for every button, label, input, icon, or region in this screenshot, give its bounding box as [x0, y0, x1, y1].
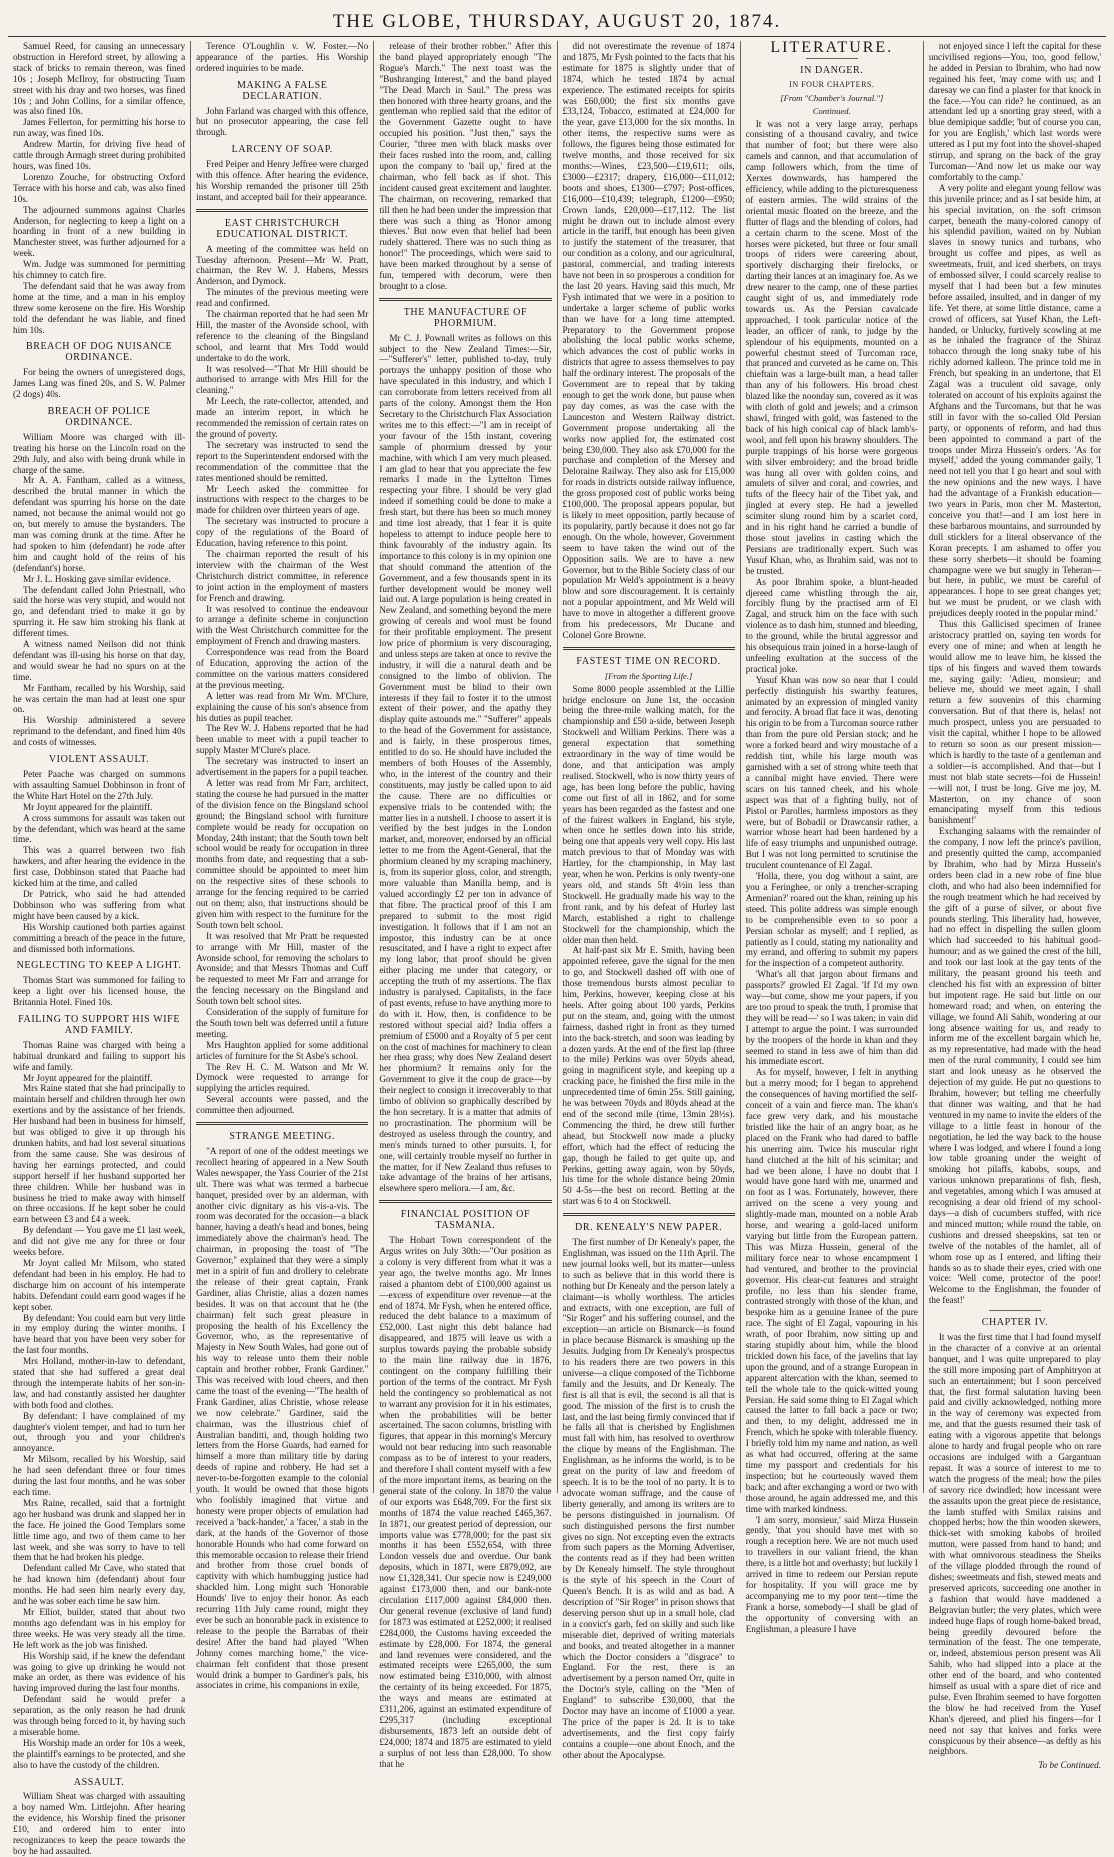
subheading: LARCENY OF SOAP.: [231, 144, 333, 156]
paragraph: This was a quarrel between two fish hawkers, and after hearing the evidence in the first case, Dobbinson stated that Paache had kicked him at the time, and called: [13, 845, 186, 889]
article-source: [From the Sporting Life.]: [604, 670, 693, 681]
paragraph: A witness named Neilson did not think defendant was ill-using his horse on that day, and would swear he had no spurs on at the time.: [13, 639, 186, 682]
paragraph: Mr Fantham, recalled by his Worship, said he was certain the man had at least one spur on.: [13, 682, 186, 715]
section-divider: [196, 1122, 368, 1125]
section-heading-literature: LITERATURE.: [770, 39, 894, 56]
paragraph: For being the owners of unregistered dogs, James Lang was fined 20s, and S. W. Palmer (2 dogs) 40s.: [13, 367, 186, 400]
paragraph: Andrew Martin, for driving five head of cattle through Armagh street during prohibited hours, was fined 10s.: [13, 139, 186, 171]
paragraph: James Fellerton, for permitting his horse to run away, was fined 10s.: [13, 117, 186, 139]
paragraph: Wm. Judge was summoned for permitting his chimney to catch fire.: [13, 259, 186, 281]
paragraph: William Moore was charged with ill-treating his horse on the Lincoln road on the 29th July, and also with being drunk while in charge of the same.: [13, 431, 186, 475]
short-rule: [806, 58, 858, 59]
paragraph: Mr C. J. Pownall writes as follows on this subject to the New Zealand Times:—Sir,—"Sufferer's" letter, published to-day, truly portrays the unhappy position of those who have speculated in this industry, and which I can corroborate from letters received from all parts of the colony. Amongst them the Hon Secretary to the Christchurch Flax Association writes me to this effect:—"I am in receipt of your favour of the 15th instant, covering sample of phormium dressed by your machine, with which I am very much pleased. I am glad to hear that you appreciate the few remarks I made in the Lyttelton Times respecting your fibre. I should be very glad indeed if something could be done to make a fresh start, but there has been so much money and time lost already, that I fear it is quite hopeless to attempt to induce people here to think favourably of the industry again. Its importance to this colony is in my opinion one that should command the attention of the Government, and a few thousands spent in its further development would be money well laid out. A large population is being created in New Zealand, and something beyond the mere growing of cereals and wool must be found for their profitable employment. The present low price of phormium is very discouraging, and unless steps are taken at once to revive the industry, it will die a natural death and be consigned to the limbo of oblivion. The Government must be blind to their own interests if they fail to foster it to the utmost extent of their power, and the apathy they display quite astounds me." "Sufferer" appeals to the head of the Government for assistance, and is fairly, in these prosperous times, entitled to do so. He should have included the members of both Houses of the Assembly, who, in the interest of the country and their constituents, may justly be called upon to aid the cause. There are no difficulties or expensive trials to be contended with; the matter lies in a nutshell. I choose to assert it is verified by the best judges in the London market, and, moreover, endorsed by an official letter to me from the Agent-General, that the phormium cleaned by my scraping machinery, is, from its superior gloss, color, and strength, more valuable than Manilla hemp, and is valued accordingly £2 per ton in advance of that fibre. The practical proof of this I am prepared to submit to the most rigid investigation. It follows that if I am not an impostor, this industry can be at once resuscitated, and I have a right to expect after my long labor, that proof should be given either placing me under that category, or accepting the truth of my assertions. The flax industry is paralysed. Capitalists, in the face of past events, refuse to have anything more to do with it. How, then, is confidence to be restored without special aid? India offers a premium of £5000 and a Royalty of 5 per cent on the cost of machines for machinery to clean her rhea grass; why does New Zealand desert her phormium? It remains only for the Government to give it the coup de grace—by their neglect to consign it irrecoverably to that limbo of oblivion so graphically described by the hon secretary. It is a matter that admits of no procrastination. The phormium will be destroyed as useless through the country, and men's minds turned to other pursuits. I, for one, will certainly trouble myself no further in the matter, for if New Zealand thus refuses to take advantage of the brains of her artisans, elsewhere spero meliora.—I am, &c.: [379, 332, 552, 1194]
paragraph: Mrs Raine stated that she had principally to maintain herself and children through her own exertions and by the assistance of her friends. Her husband had been in business for himself, but was obliged to give it up through his drunken habits, and had lost several situations from the same cause. She was desirous of having her earnings protected, and could support herself if her husband supported her three children. While her husband was in business he tried to make away with himself on three occasions. If he kept sober he could earn between £3 and £4 a week.: [13, 1083, 186, 1225]
paragraph: The chairman reported the result of his interview with the chairman of the West Christchurch district committee, in reference to joint action in the employment of masters for French and drawing.: [196, 548, 369, 603]
paragraph: At half-past six Mr E. Smith, having been appointed referee, gave the signal for the men to go, and Stockwell dashed off with one of those tremendous bursts almost peculiar to him, Perkins, however, keeping close at his heels. After going about 100 yards, Perkins put on the steam, and, going with the utmost fairness, dashed right in front as they turned into the back-stretch, and soon was leading by a dozen yards. At the end of the first lap (three to the mile) Perkins was over 50yds ahead, going in magnificent style, and keeping up a cracking pace, he finished the first mile in the unprecedented time of 6min 25s. Still gaining, he was between 70yds and 80yds ahead at the end of the second mile (time, 13min 28½s). Commencing the third, he drew still further ahead, but Stockwell now made a plucky effort, which had the effect of reducing the gap, though he failed to get quite up, and Perkins, getting away again, won by 50yds, his time for the whole distance being 20min 50 4-5s—the best on record. Betting at the start was 6 to 4 on Stockwell.: [562, 945, 735, 1207]
paragraph: The chairman reported that he had seen Mr Hill, the master of the Avonside school, with reference to the cleaning of the Bingsland school, and learnt that Mrs Todd would undertake to do the work.: [196, 309, 369, 363]
to-be-continued: To be Continued.: [1038, 1760, 1102, 1771]
paragraph: Correspondence was read from the Board of Education, approving the action of the committee on the various matters considered at the previous meeting.: [196, 647, 369, 690]
paragraph: The secretary was instructed to send the report to the Superintendent endorsed with the recommendation of the committee that the rates mentioned should be remitted.: [196, 439, 369, 483]
paragraph: Exchanging salaams with the remainder of the company, I now left the prince's pavilion, and presently quitted the camp, accompanied by Ibrahim, who had by Mirza Hussein's orders been clad in a new robe of fine blue cloth, and who had also been indemnified for the rough treatment which he had received by the gift of a purse of silver, or about five pounds sterling. This liberality had, however, had no effect in dispelling the sullen gloom which had succeeded to his habitual good-humour; and as we gained the crest of the hill, and took our last look at the gay tents of the military, the peasant ground his teeth and clenched his fist with an expression of bitter but impotent rage. He said but little on our homeward road; and when, on entering the village, we found Ali Sahib, wondering at our long absence waiting for us, and ready to inform me of the excellent bargain which he, as my representative, had made with the head men of the rural community, I could see him start and look uneasy as he observed the dejection of my guide. He put no questions to Ibrahim, however; but telling me cheerfully that dinner was waiting, and that he had ventured in my name to invite the elders of the village to a little feast in honour of the negotiation, he led the way back to the house where I was lodged, and where I found a long low table groaning under the weight of smoking hot pilaffs, kabobs, soups, and various unknown preparations of fish, flesh, and vegetables, among which I was amused at recognising a dear old friend of my school-days—a dish of cucumbers stuffed, with rice and minced mutton; while round the table, on cushions and dressed sheepskins, sat ten or twelve of the notables of the hamlet, all of whom rose up as I entered, and lifting their hands so as to shade their eyes, cried with one voice: 'Well come, protector of the poor! Welcome to the Englishman, the founder of the feast!': [928, 826, 1102, 1306]
paragraph: Mr Leech asked the committee for instructions with respect to the charges to be made for children over thirteen years of age.: [196, 483, 369, 516]
article-heading: STRANGE MEETING.: [229, 1131, 336, 1143]
paragraph: 'I am sorry, monsieur,' said Mirza Hussein gently, 'that you should have met with so rough a reception here. We are not much used to travellers in our valiant friend, the khan there, is a little hot and overhasty; but luckily I arrived in time to redeem our Persian repute for hospitality. If you will grace me by accompanying me to my poor tent—time the Frank a horse, somebody—I shall be glad of the opportunity of conversing with an Englishman, a pleasure I have: [745, 1514, 918, 1634]
paragraph: A meeting of the committee was held on Tuesday afternoon. Present—Mr W. Pratt, chairman, the Rev W. J. Habens, Messrs Anderson, and Dymock.: [196, 243, 369, 287]
paragraph: John Farland was charged with this offence, but no prosecutor appearing, the case fell through.: [196, 105, 369, 138]
article-heading: FINANCIAL POSITION OF TASMANIA.: [400, 1209, 531, 1232]
column-1-block-a: [13, 41, 185, 335]
paragraph: The secretary was instructed to insert an advertisement in the papers for a pupil teacher.: [196, 756, 369, 778]
paragraph: Mrs Haughton applied for some additional articles of furniture for the St Asbe's school.: [196, 1039, 369, 1061]
paragraph: Fred Peiper and Henry Jeffree were charged with this offence. After hearing the evidence, his Worship remanded the prisoner till 25th instant, and accepted bail for their appearance.: [196, 159, 369, 202]
section-divider: [379, 298, 551, 301]
paragraph: Mr Joynt appeared for the plaintiff.: [23, 1072, 153, 1083]
paragraph: Thus this Gallicised specimen of Iranee aristocracy prattled on, saying ten words for every one of mine; and when at length he would allow me to leave him, he kissed the tips of his fingers and waved them towards me, saying gaily: 'Adieu, monsieur; and believe me, should we meet again, I shall return a few souvenirs of this charming conversation. But of that there is, helas! not much prospect, unless you are persuaded to visit the capital, whither I hope to be allowed to return so soon as our present mission—which is hardly to the taste of a gentleman and a soldier—is accomplished. And that—but I must not blab state secrets—foi de Hussein! —will not, I trust be long. Give me joy, M. Masterton, on my chance of soon emancipating myself from this tedious banishment!': [928, 619, 1102, 826]
subheading: ASSAULT.: [73, 1776, 125, 1788]
column-2: [190, 41, 373, 1691]
paragraph: A letter was read from Mr Farr, architect, stating the course he had pursued in the matter of the division fence on the Bingsland school ground; the Bingsland school with furniture complete would be ready for occupation on Monday, 24th instant; that the South town belt school would be ready for occupation in three months from date, and requesting that a sub-committee should be appointed to meet him on the respective sites of these schools to arrange for the fencing required to be carried out on them; also, that instructions should be given him with respect to the furniture for the South town belt school.: [196, 778, 369, 930]
paragraph: As for myself, however, I felt in anything but a merry mood; for I began to apprehend the consequences of having mortified the self-conceit of a vain and fierce man. The khan's face grew very dark, and his moustache bristled like the hair of an angry boar, as he placed on the Frank who had dared to baffle his unerring aim. Twice his muscular right hand clutched at the hilt of his scimitar; and had we been alone, I have no doubt that I would have gone hard with me, unarmed and on foot as I was. Fortunately, however, there arrived on the scene a very young and slightly-made man, mounted on a noble Arab horse, and wearing a gold-laced uniform varying but little from the European pattern. This was Mirza Hussein, general of the military force near to whose encampment I had ventured, and brother to the provincial governor. His clear-cut features and straight profile, no less than his slender frame, contrasted strongly with those of the khan, and bespoke him as a genuine Iranee of the pure race. The sight of El Zagal, vapouring in his wrath, of poor Ibrahim, now sitting up and staring stupidly about him, while the blood trickled down his face, of the javelins that lay upon the ground, and of a strange European in apparent altercation with the khan, seemed to tell the whole tale to the quick-witted young Persian. He said some thing to El Zagal which caused the latter to fall back a pace or two; and then, to my delight, addressed me in French, which he spoke with tolerable fluency. I briefly told him my name and nation, as well as what had occurred, offering at the same time my passport and credentials for his inspection; but he courteously waved them back; and after exchanging a word or two with those around, he again addressed me, and this time with marked kindness.: [745, 1067, 918, 1514]
section-divider: [379, 1200, 551, 1203]
paragraph: A letter was read from Mr Wm. M'Clure, explaining the cause of his son's absence from his duties as pupil teacher.: [196, 690, 369, 723]
paragraph: 'What's all that jargon about firmans and passports?' growled El Zagal. 'If I'd my own way—but come, show me your papers, if you are too proud to speak the truth, I promise that they will be read—' so I was taken; in vain did I attempt to argue the point. I was surrounded by the troopers of the horde in khan and they seemed to stand in less awe of him than did his immediate escort.: [745, 969, 918, 1067]
paragraph: Thomas Start was summoned for failing to keep a light over his licensed house, the Britannia Hotel. Fined 10s.: [13, 975, 186, 1008]
paragraph: Consideration of the supply of furniture for the South town belt was deferred until a future meeting.: [196, 1007, 369, 1039]
paragraph: Peter Paache was charged on summons with assaulting Samuel Dobbinson in front of the White Hart Hotel on the 27th July.: [13, 769, 186, 801]
column-4: [557, 41, 740, 1760]
paragraph: Lorenzo Zouche, for obstructing Oxford Terrace with his horse and cab, was also fined 10s.: [13, 171, 186, 204]
story-subtitle: IN FOUR CHAPTERS.: [789, 79, 875, 89]
paragraph: not enjoyed since I left the capital for these uncivilised regions—You, too, good fellow,' he added in Persian to Ibrahim, who had now regained his feet, 'may come with us; and I daresay we can find a plaster for that knock in the face.—You can ride? he continued, as an attendant led up a snorting gray steed, with a blue demipique saddle; 'but of course you can, for you are English,' which last words were uttered as I put my foot into the shovel-shaped stirrup, and sprang on the back of the gray Turcoman—'And now let us make our way comfortably to the camp.': [928, 41, 1102, 182]
paragraph: Mr Joynt called Mr Milsom, who stated defendant had been in his employ. He had to discharge him on account of his intemperate habits. Defendant could earn good wages if he kept sober.: [13, 1257, 186, 1312]
paragraph: 'Holla, there, you dog without a saint, are you a Feringhee, or only a trencher-scraping Armenian?' roared out the khan, reining up his steed. This polite address was simple enough to be comprehensible even to so poor a Persian scholar as myself; and I replied, as patiently as I could, stating my nationality and my errand, and offering to submit my papers for the inspection of a competent authority.: [745, 871, 918, 969]
paragraph: The adjourned summons against Charles Anderson, for neglecting to keep a light on a hoarding in front of a new building in Manchester street, was further adjourned for a week.: [13, 204, 186, 259]
story-continued: Continued.: [812, 105, 851, 116]
paragraph: The Rev H. C. M. Watson and Mr W. Dymock were requested to arrange for supplying the articles required.: [196, 1061, 369, 1094]
paragraph: Yusuf Khan was now so near that I could perfectly distinguish his swarthy features, animated by an expression of mingled vanity and ferocity. A broad flat face it was, denoting his origin to be from a Turcoman source rather than from the pure old Persian stock; and he wore a forked beard and wiry moustache of a reddish tint, while his large mouth was garnished with a set of strong white teeth that a cannibal might have envied. There were scars on his tanned cheek, and his whole aspect was that of a fighting bully, not of Pistol or Parolles, harmless impostors as they were, but of Bobadil or Drawcansir rather, a warrior whose heart had been hardened by a life of easy triumphs and unpunished outrage. But I was not long permitted to scrutinise the truculent countenance of El Zagal.: [745, 674, 918, 871]
paragraph: The first number of Dr Kenealy's paper, the Englishman, was issued on the 11th April. The new journal looks well, but its matter—unless to such as believe that in this world there is nothing but Dr Kenealy and the person lately a claimant—is wholly worthless. The articles and extracts, with one exception, are full of "Sir Roger" and his suffering counsel, and the exception—an article on Bismarck—is found in place because Bismarck is smashing up the Jesuits. Judging from Dr Kenealy's prospectus to his readers there are two powers in this universe—a clique composed of the Tichborne family and the Jesuits, and Dr Kenealy. The first is all that is evil, the second is all that is good. The mission of the first is to crush the last, and the last being firmly convinced that if he falls all that is cherished by Englishmen must fall with him, has resolved to overthrow the clique by means of the Englishman. The Englishman, as he informs the world, is to be great on the purity of law and freedom of speech. It is to be the tool of no party. It is to advocate woman suffrage, and the cause of liberty generally, and among its writers are to be persons distinguished in journalism. Of such distinguished persons the first number gives no sign. Not excepting even the extracts from such papers as the Morning Advertiser, the contents read as if they had been written by Dr Kenealy himself. The style throughout is the style of his speech in the Court of Queen's Bench. It is as wild and as bad. A description of "Sir Roger" in prison shows that deserving person shut up in a small hole, clad in a convict's garb, fed on skilly and such like miserable diet, deprived of writing materials and books, and treated altogether in a manner which the Doctor considers a "disgrace" to England. For the rest, there is an advertisement by a person named Orr, quite in the Doctor's style, calling on the "Men of England" to subscribe £30,000, that the Doctor may have an income of £1000 a year. The price of the paper is 2d. It is to take advertisements, and the first copy fairly contains a couple—one about Enoch, and the other about the Apocalypse.: [562, 1237, 735, 1760]
paragraph: By defendant: I have complained of my daughter's violent temper, and had to turn her out, through you and your children's annoyance.: [13, 1410, 186, 1454]
paragraph: A very polite and elegant young fellow was this juvenile prince; and as I sat beside him, at his special invitation, on the soft crimson carpet, beneath the many-colored canopy of his splendid pavilion, waited on by Nubian slaves in snowy tunics and turbans, who brought us coffee and pipes, as well as sweetmeats, fruit, and iced sherbets, on trays of embossed silver, I could scarcely realise to myself that I had been but a few minutes before assailed, insulted, and in danger of my life. Yet there, at some little distance, came a crowd of officers, sat Yusef Khan, the Left-handed, or Unlucky, furtively scowling at me as he inhaled the fragrance of the Shiraz tobacco through the long snaky tube of his richly adorned kalleon. The prince told me in French, but speaking in an undertone, that El Zagal was a truculent old savage, only tolerated on account of his exploits against the Afghans and the Turcomans, but that he was still in favor with the so-called Old Persian party, or opponents of reform, and had thus been appointed to command a part of the troops under Mirza Hussein's orders. 'As for myself,' added the young commander gaily, 'I need not tell you that I go heart and soul with the new opinions and the new ways. I have had the advantage of a Frankish education—two years in Paris, mon cher M. Masterton, conceive you that!—and I am lost here in these barbarous mountains, and surrounded by dull sticklers for a literal observance of the Koran precepts. I am ashamed to offer you these sorry sherbets—it should be foaming champagne were we but snugly in Teheran—but here, in public, we must be careful of appearances. I hope to see great changes yet; but we must be prudent, or we clash with prejudices deeply rooted in the popular mind.': [928, 182, 1102, 619]
paragraph: William Sheat was charged with assaulting a boy named Wm. Littlejohn. After hearing the evidence, his Worship fined the prisoner £10, and ordered him to enter into recognizances to keep the peace towards the boy he had assaulted.: [13, 1791, 186, 1856]
paragraph: The Rev W. J. Habens reported that he had been unable to meet with a pupil teacher to supply Master M'Clure's place.: [196, 723, 369, 756]
paragraph: As poor Ibrahim spoke, a blunt-headed djereed came whistling through the air, forcibly flung by the practised arm of El Zagal, and struck him on the face with such violence as to dash him, stunned and bleeding, to the ground, while the brutal aggressor and his obsequious train joined in a horse-laugh of unfeeling exultation at the success of the practical joke.: [745, 576, 918, 674]
column-6: [923, 41, 1106, 1771]
paragraph: It was not a very large array, perhaps consisting of a thousand cavalry, and twice that number of foot; but there were also camels and cannon, and that accumulation of camp followers which, from the time of Xerxes downwards, has hampered the efficiency, while adding to the picturesqueness of eastern armies. The wild strains of the oriental music floated on the breeze, and the flutter of flags and the blending of colors, had a certain charm to the scene. Most of the horses were picketed, but three or four small troops of riders were careering about, sportively discharging their firelocks, or darting their lances at an imaginary foe. As we drew nearer to the camp, one of these parties caught sight of us, and immediately rode towards us. As the Persian cavalcade approached, I took particular notice of the leader, an officer of rank, to judge by the splendour of his equipments, mounted on a powerful chestnut steed of Turcoman race, that pranced and curveted as he came on. This chieftain was a large-built man, a head taller than any of his followers. His broad chest blazed like the noonday sun, covered as it was with cloth of gold and jewels; and a crimson shawl, fringed with gold, was fastened to the back of his high conical cap of black lamb's-wool, and fell upon his brawny shoulders. The purple trappings of his horse were gorgeous with silver embroidery; and the broad bridle was hung all over with golden coins, and amulets of silver and coral, and cowries, and tufts of the fleecy hair of the Tibet yak, and jingled at every step. He had a jewelled scimiter slung round him by a scarlet cord, and in his right hand he carried a bundle of those stout javelins in casting which the Persians are traditionally expert. Such was Yusuf Khan, who, as Ibrahim said, was not to be trusted.: [745, 118, 918, 576]
article-heading: EAST CHRISTCHURCH EDUCATIONAL DISTRICT.: [216, 217, 349, 240]
paragraph: Mr Milsom, recalled by his Worship, said he had seen defendant three or four times during the last four months, and he was sober each time.: [13, 1454, 186, 1497]
paragraph: Defendant called Mr Cave, who stated that he had known him (defendant) about four months. He had seen him nearly every day, and he was sober each time he saw him.: [13, 1563, 186, 1607]
paragraph: Defendant said he would prefer a separation, as the only reason he had drunk was through being forced to it, by having such a miserable home.: [13, 1694, 186, 1737]
paragraph: Thomas Raine was charged with being a habitual drunkard and failing to support his wife and family.: [13, 1039, 186, 1072]
column-1: [8, 41, 190, 1856]
story-source: [From "Chamber's Journal."]: [780, 92, 884, 103]
paragraph: Some 8000 people assembled at the Lillie bridge enclosure on June 1st, the occasion being the three-mile walking match, for the championship and £50 a-side, between Joseph Stockwell and William Perkins. There was a general expectation that something extraordinary in the way of time would be done, and that anticipation was amply realised. Stockwell, who is now thirty years of age, has been long before the public, having come out first of all in 1862, and for some years has been regarded as the fastest and one of the fairest walkers in England, his style, when once he settles down into his stride, being one that appeals very well copy. His last match previous to that of Monday was with Hartley, for the championship, in May last year, when he won. Perkins is only twenty-one years old, and stands 5ft 4½in less than Stockwell. He gradually made his way to the front rank, and by his defeat of Hurley last March, established a right to challenge Stockwell for the championship, which the older man then held.: [562, 683, 735, 945]
paragraph: It was resolved to continue the endeavour to arrange a definite scheme in conjunction with the West Christchurch committee for the employment of French and drawing masters.: [196, 603, 369, 647]
section-divider: [563, 1213, 735, 1216]
paragraph: Mr J. L. Hosking gave similar evidence.: [23, 573, 171, 584]
paragraph: Mr Joynt appeared for the plaintiff.: [23, 801, 153, 812]
subheading: FAILING TO SUPPORT HIS WIFE AND FAMILY.: [18, 1014, 181, 1036]
subheading: VIOLENT ASSAULT.: [48, 754, 150, 766]
article-heading: DR. KENEALY'S NEW PAPER.: [575, 1222, 723, 1234]
paragraph: The secretary was instructed to procure a copy of the regulations of the Board of Education, having reference to this point.: [196, 516, 369, 549]
columns: [8, 39, 1106, 1856]
subheading: BREACH OF DOG NUISANCE ORDINANCE.: [25, 341, 173, 364]
paragraph: Samuel Reed, for causing an unnecessary obstruction in Hereford street, by allowing a stack of bricks to remain thereon, was fined 10s ; Joseph McIlroy, for obstructing Tuam street with his dray and two horses, was fined 10s ; and John Collins, for a similar offence, was also fined 10s.: [13, 41, 186, 117]
paragraph: His Worship said, if he knew the defendant was going to give up drinking he would not make an order, as there was evidence of his having improved during the last four months.: [13, 1650, 186, 1694]
paragraph: The defendant said that he was away from home at the time, and a man in his employ threw some kerosene on the fire. His Worship told the defendant he was liable, and fined him 10s.: [13, 280, 186, 335]
paragraph: Several accounts were passed, and the committee then adjourned.: [196, 1094, 369, 1116]
paragraph: His Worship administered a severe reprimand to the defendant, and fined him 40s and costs of witnesses.: [13, 715, 186, 748]
column-3: [373, 41, 556, 1769]
paragraph: The Hobart Town correspondent of the Argus writes on July 30th:—"Our position as a colony is very different from what it was a year ago, the twelve months ago. Mr Innes raised a phantom debt of £100,000 against us—excess of expenditure over revenue—at the end of 1874. Mr Fysh, when he entered office, reduced the debt balance to a maximum of £52,000. Last night this debt balance had disappeared, and 1875 will leave us with a surplus towards paying the probable subsidy to the main line railway due in 1876, contingent on the company fulfilling their portion of the terms of the contract. Mr Fysh held the contingency so problematical as not to warrant any provision for it in his estimates, when the probabilities will be better ascertained. The sacon columns, bristling with figures, that appear in this morning's Mercury would not bear reducing into such reasonable compass as to be of interest to your readers, and therefore I shall content myself with a few of the more important items, as bearing on the general state of the colony. In 1870 the value of our exports was £648,709. For the first six months of 1874 the value reached £465,367. In 1871, our greatest period of depression, our imports value was £778,000; for the past six months it has been £552,654, with three London vessels due and overdue. Our bank deposits, which in 1871, were £879,092, are now £1,328,341. Our specie now is £249,000 against £173,000 then, and our bank-note circulation £117,000 against £84,000 then. Our general revenue (exclusive of land fund) for 1873 was estimated at £252,000; it realised £284,000, the Customs having exceeded the estimate by £28,000. For 1874, the general and land revenues were considered, and the estimated receipts were £265,000, the sum now estimated being £310,000, with almost the certainty of its being exceeded. For 1875, the ways and means are estimated at £311,206, against an estimated expenditure of £295,317 (including exceptional disbursements, 1873 left an outside debt of £24,000; 1874 and 1875 are estimated to yield a surplus of not less than £28,000. To show that he: [379, 1235, 552, 1769]
paragraph: His Worship made an order for 10s a week, the plaintiff's earnings to be protected, and she also to have the custody of the children.: [13, 1737, 186, 1770]
paragraph: Mr Elliot, builder, stated that about two months ago defendant was in his employ for three weeks. He was very steady all the time. He left work as the job was finished.: [13, 1606, 186, 1650]
paragraph: A cross summons for assault was taken out by the defendant, which was heard at the same time.: [13, 812, 186, 845]
paragraph: Mr Leech, the rate-collector, attended, and made an interim report, in which he recommended the remission of certain rates on the ground of poverty.: [196, 396, 369, 439]
paragraph: It was resolved that Mr Pratt be requested to arrange with Mr Hill, master of the Avonside school, for removing the scholars to Avonside; and that Messrs Thomas and Cuff be requested to meet Mr Farr and arrange for the fencing necessary on the Bingsland and South town belt school sites.: [196, 930, 369, 1007]
paragraph: By defendant — You gave me £1 last week, and did not give me any for three or four weeks before.: [13, 1225, 186, 1258]
paragraph: did not overestimate the revenue of 1874 and 1875, Mr Fysh pointed to the facts that his estimate for 1875 is slightly under that of 1874, which he tested 1874 by actual experience. The estimated receipts for spirits was £60,000; the first six months gave £33,124, Tobacco, estimated at £24,000 for the year, gave £13,000 for the six months. In other items, the respective sums were as follows, the figures being those estimated for twelve months, and those received for six months:—Wines, £23,500—£19,611; oils, £3000—£2317; drapery, £16,000—£11,012; boots and shoes, £1300—£797; Post-offices, £16,000—£10,439; telegraph, £1200—£950; Crown lands, £20,000—£17,112. The list might be drawn out to include almost every article in the tariff, but enough has been given to justify the statement of the treasurer, that our condition as a colony, and our agricultural, pastoral, commercial, and trading interests have not been in so prosperous a condition for the last 20 years. Having said this much, Mr Fysh intimated that we were in a position to undertake a larger scheme of public works than we have for a long time attempted. Preparatory to the Government propose abolishing the local public works scheme, which advances the cost of public works in districts that agree to assess themselves to pay half the ordinary interest. The proposals of the Government are to repeal that by taking enough to get the work done, but pause when pay day comes, as was the case with the Launceston and Western Railway district. Government propose undertaking all the works now applied for, the estimated cost being £30,000. They also ask £70,000 for the purchase and completion of the Mersey and Deloraine Railway. They also ask for £15,000 for roads in districts outside railway influence, the gross proposed cost of public works being £100,000. The proposal appears popular, but is likely to meet opposition, partly because of its popularity, partly because it does not go far enough. On the whole, however, Government seem to have taken the wind out of the Opposition sails. We are to have a new Governor, but to the Bible Society class of our population Mr Weld's appointment is a heavy blow and sore discouragement. It is certainly not a popular appointment, and Mr Weld will have to move in altogether a different groove from his predecessors, Mr Ducane and Colonel Gore Browne.: [562, 41, 735, 640]
paragraph: Mrs Holland, mother-in-law to defendant, stated that she had suffered a great deal through the intemperate habits of her son-in-law, and had constantly assisted her daughter with both food and clothes.: [13, 1356, 186, 1410]
paragraph: "A report of one of the oddest meetings we recollect hearing of appeared in a New South Wales newspaper, the Yass Courier of the 21st ult. There was what was termed a barbecue banquet, presided over by an alderman, with another civic dignitary as his vis-a-vis. The room was decorated for the occasion—a black banner, having a death's head and bones, being immediately above the chairman's head. The chairman, in proposing the toast of "The Governor," explained that they were a simply met in a spirit of fun and drollery to celebrate the release of their great captain, Frank Gardiner, alias Christie, alias a dozen names besides. It was on that account that he (the chairman) felt such great pleasure in proposing the health of his Excellency the Governor, who, as the representative of Majesty in New South Wales, had gone out of his way to release unto them their noble captain and brother robber, Frank Gardiner." This was received with loud cheers, and then came the toast of the evening—"The health of Frank Gardiner, alias Christie, whose release we now celebrate." Gardiner, said the chairman, was the illustrious chief of Australian banditti, and, though holding two letters from the Horse Guards, had earned for himself a more than military title by daring deeds of rapine and robbery. He had set a never-to-be-forgotten example to the colonial youth. It would be owned that those bigots who foolishly imagined that virtue and honesty were proper objects of emulation had received a 'back-hander,' a 'facer,' a stab in the dark, at the hands of the Governor of those honorable Hounds who had come forward on this memorable occasion to release their friend and brother from those cruel bonds of captivity with which humbugging justice had shackled him. Long might such 'Honorable Hounds' live to enjoy their honor. As each recurring 11th July came round, might they ever be such an honorable pack in existence to release to the people the Barrabas of their desire! After the band had played "When Johnny comes marching home," the vice-chairman felt confident that those present would drink a bumper to Gardiner's pals, his associates in crime, his companions in exile,: [196, 1146, 369, 1691]
paragraph: It was the first time that I had found myself in the character of a convive at an oriental banquet, and I was quite unprepared to play the still more imposing part of Amphitryon at such an entertainment; but I soon perceived that, the first formal salutation having been paid and civilly acknowledged, nothing more in the way of ceremony was expected from me, and that the guests resumed their task of eating with a vigorous appetite that belongs alone to hardy and frugal people who on rare occasions are indulged with a Gargantuan repast. It was a source of interest to me to watch the progress of the meal; how the piles of savory rice dwindled; how incessant were the assaults upon the great piece de resistance, the lamb stuffed with Smilax raisins and chopped herbs; how the thin wooden skewers, thick-set with smoking kabobs of broiled mutton, were passed from hand to hand; and with what omnivorous steadiness the Sheiks of the village plodded through the round of dishes; sweetmeats and fish, stewed meats and preserved apricots, succeeding one another in a fashion that would have maddened a Belgravian butler; the very plates, which were indeed huge flaps of rough home-baked bread, being greedily devoured before the termination of the feast. The one temperate, or, indeed, abstemious person present was Ali Sahib, who had slipped into a place at the other end of the board, and who contented himself as usual with a spare diet of rice and pulse. Even Ibrahim seemed to have forgotten the blow he had received from the Yusef Khan's djereed, and plied his fingers—for I need not say that knives and forks were conspicuous by their absence—as deftly as his neighbors.: [928, 1332, 1102, 1757]
chapter-heading: CHAPTER IV.: [981, 1317, 1049, 1329]
masthead: THE GLOBE, THURSDAY, AUGUST 20, 1874.: [8, 8, 1106, 37]
article-heading: FASTEST TIME ON RECORD.: [576, 655, 721, 667]
paragraph: It was resolved—"That Mr Hill should be authorised to arrange with Mrs Hill for the cleaning.": [196, 363, 369, 396]
paragraph: The minutes of the previous meeting were read and confirmed.: [196, 287, 369, 309]
story-title: IN DANGER.: [800, 64, 864, 76]
short-rule: [989, 1310, 1041, 1311]
paragraph: Terence O'Loughlin v. W. Foster.—No appearance of the parties. His Worship ordered inquiries to be made.: [196, 41, 369, 73]
paragraph: The defendant called John Priestnall, who said the horse was very stupid, and would not go, and defendant tried to make it go by spurring it. He saw him stroking his flank at different times.: [13, 584, 186, 639]
section-divider: [563, 647, 735, 650]
paragraph: Mr A. A. Fantham, called as a witness, described the brutal manner in which the defendant was spurring his horse on the date named, not because the animal would not go on, but merely to amuse the bystanders. The man was coming drunk at the time. After he had spoken to him (defendant) he rode after him and caught hold of the reins of his (defendant's) horse.: [13, 475, 186, 573]
paragraph: His Worship cautioned both parties against committing a breach of the peace in the future, and dismissed both informations.: [13, 921, 186, 954]
section-divider: [196, 209, 368, 212]
paragraph: Mrs Raine, recalled, said that a fortnight ago her husband was drunk and slapped her in the face. He joined the Good Templars some little time ago, and two of them came to her last week, and she was sorry to have to tell them that he had broken his pledge.: [13, 1497, 186, 1563]
article-heading: THE MANUFACTURE OF PHORMIUM.: [403, 306, 528, 329]
subheading: MAKING A FALSE DECLARATION.: [237, 79, 328, 102]
paragraph: By defendant: You could earn but very little in my employ during the winter months. I have heard that you have been very sober for the last four months.: [13, 1312, 186, 1356]
subheading: BREACH OF POLICE ORDINANCE.: [47, 406, 151, 428]
column-5: [740, 39, 923, 1634]
paragraph: release of their brother robber." After this the band played appropriately enough "The Rogue's March." The next toast was the "Bushranging Interest," and the band played "The Dead March in Saul." The press was then honored with three hearty groans, and the gentleman who replied said that the editor of the Government Gazette ought to have occupied his position. "Just then," says the Courier, "three men with black masks over their faces rushed into the room, and, calling upon the company to 'bail up,' fired at the chairman, who fell back as if shot. This incident caused great excitement and laughter. The chairman, on recovering, remarked that till then he had been under the impression that there was such a thing as 'Honor among thieves.' But now even that belief had been rudely shattered. There was no such thing as honor!" The proceedings, which were said to have been marked throughout by a sense of fun, tempered with decorum, were then brought to a close.: [379, 41, 552, 291]
subheading: NEGLECTING TO KEEP A LIGHT.: [16, 960, 182, 972]
paragraph: Dr Patrick, who said he had attended Dobbinson who was suffering from what might have been caused by a kick.: [13, 888, 186, 921]
